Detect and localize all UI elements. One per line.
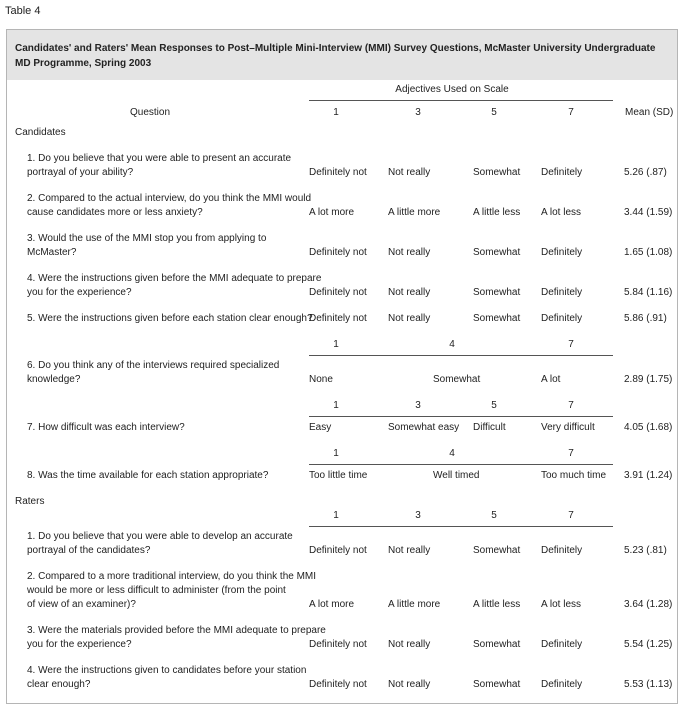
mean-value: 3.44 (1.59) xyxy=(624,207,673,218)
answer-label: Somewhat xyxy=(473,167,521,178)
scale-number: 3 xyxy=(415,510,421,521)
question-text: portrayal of the candidates? xyxy=(27,545,151,556)
mean-value: 5.53 (1.13) xyxy=(624,679,673,690)
question-text: cause candidates more or less anxiety? xyxy=(27,207,203,218)
mean-value: 5.86 (.91) xyxy=(624,313,667,324)
scale-number: 5 xyxy=(491,107,497,118)
question-text: 7. How difficult was each interview? xyxy=(27,422,185,433)
scale-number: 3 xyxy=(415,107,421,118)
answer-label: Definitely not xyxy=(309,545,367,556)
question-text: 1. Do you believe that you were able to present an accurate xyxy=(27,153,292,164)
answer-label: Too much time xyxy=(541,470,607,481)
answer-label: Somewhat easy xyxy=(388,422,460,433)
answer-label: Too little time xyxy=(309,470,368,481)
answer-label: Somewhat xyxy=(473,679,521,690)
answer-label: Definitely not xyxy=(309,287,367,298)
scale-number: 1 xyxy=(333,448,339,459)
question-text: portrayal of your ability? xyxy=(27,167,134,178)
scale-rule xyxy=(309,416,613,417)
question-text: 4. Were the instructions given before the MMI adequate to prepare xyxy=(27,273,322,284)
question-text: 4. Were the instructions given to candidates before your station xyxy=(27,665,307,676)
scale-number: 5 xyxy=(491,510,497,521)
answer-label: Well timed xyxy=(433,470,480,481)
answer-label: A little more xyxy=(388,207,441,218)
answer-label: Not really xyxy=(388,639,431,650)
answer-label: Definitely not xyxy=(309,247,367,258)
answer-label: A lot more xyxy=(309,207,355,218)
mean-value: 5.54 (1.25) xyxy=(624,639,673,650)
answer-label: Definitely xyxy=(541,545,583,556)
answer-label: None xyxy=(309,374,333,385)
answer-label: Easy xyxy=(309,422,332,433)
answer-label: Definitely xyxy=(541,287,583,298)
answer-label: Definitely not xyxy=(309,167,367,178)
answer-label: Not really xyxy=(388,167,431,178)
answer-label: Somewhat xyxy=(433,374,481,385)
scale-number: 1 xyxy=(333,107,339,118)
mean-header: Mean (SD) xyxy=(625,107,674,118)
answer-label: Somewhat xyxy=(473,313,521,324)
answer-label: Definitely not xyxy=(309,313,367,324)
question-text: would be more or less difficult to administer (from the point xyxy=(27,585,286,596)
answer-label: A lot more xyxy=(309,599,355,610)
scale-number: 7 xyxy=(568,510,574,521)
question-text: McMaster? xyxy=(27,247,77,258)
scale-number: 3 xyxy=(415,400,421,411)
question-header: Question xyxy=(129,107,171,118)
question-text: of view of an examiner)? xyxy=(27,599,136,610)
scale-rule xyxy=(309,464,613,465)
table-title: Candidates' and Raters' Mean Responses to Post–Multiple Mini-Interview (MMI) Survey Questions, McMaster University Undergraduate MD Programme, Spring 2003 xyxy=(15,43,656,69)
question-text: 2. Compared to the actual interview, do you think the MMI would xyxy=(27,193,312,204)
answer-label: Somewhat xyxy=(473,639,521,650)
section-candidates: Candidates xyxy=(15,127,66,138)
question-text: 6. Do you think any of the interviews required specialized xyxy=(27,360,280,371)
question-text: knowledge? xyxy=(27,374,81,385)
scale-number: 7 xyxy=(568,107,574,118)
question-text: clear enough? xyxy=(27,679,91,690)
header-rule xyxy=(309,100,613,101)
table-title-band xyxy=(7,30,677,80)
answer-label: Definitely xyxy=(541,313,583,324)
scale-rule xyxy=(309,526,613,527)
answer-label: A little less xyxy=(473,599,521,610)
answer-label: Definitely xyxy=(541,247,583,258)
answer-label: Difficult xyxy=(473,422,506,433)
mean-value: 5.26 (.87) xyxy=(624,167,667,178)
mean-value: 5.84 (1.16) xyxy=(624,287,673,298)
question-text: 2. Compared to a more traditional interview, do you think the MMI xyxy=(27,571,317,582)
answer-label: Not really xyxy=(388,313,431,324)
answer-label: A lot less xyxy=(541,599,582,610)
answer-label: Somewhat xyxy=(473,247,521,258)
answer-label: A little more xyxy=(388,599,441,610)
scale-number: 7 xyxy=(568,448,574,459)
answer-label: Definitely xyxy=(541,639,583,650)
answer-label: Definitely xyxy=(541,679,583,690)
scale-number: 1 xyxy=(333,339,339,350)
answer-label: Not really xyxy=(388,545,431,556)
answer-label: Not really xyxy=(388,287,431,298)
scale-number: 7 xyxy=(568,339,574,350)
scale-number: 4 xyxy=(449,448,455,459)
adjectives-header: Adjectives Used on Scale xyxy=(395,84,509,95)
answer-label: A lot xyxy=(541,374,561,385)
question-text: you for the experience? xyxy=(27,287,132,298)
scale-rule xyxy=(309,355,613,356)
mean-value: 2.89 (1.75) xyxy=(624,374,673,385)
question-text: 3. Would the use of the MMI stop you from applying to xyxy=(27,233,267,244)
scale-number: 4 xyxy=(449,339,455,350)
section-raters: Raters xyxy=(15,496,45,507)
mean-value: 4.05 (1.68) xyxy=(624,422,673,433)
answer-label: Not really xyxy=(388,679,431,690)
answer-label: A lot less xyxy=(541,207,582,218)
table-label: Table 4 xyxy=(5,5,41,17)
mean-value: 5.23 (.81) xyxy=(624,545,667,556)
mean-value: 3.91 (1.24) xyxy=(624,470,673,481)
scale-number: 7 xyxy=(568,400,574,411)
scale-number: 5 xyxy=(491,400,497,411)
question-text: you for the experience? xyxy=(27,639,132,650)
question-text: 8. Was the time available for each station appropriate? xyxy=(27,470,269,481)
answer-label: Somewhat xyxy=(473,287,521,298)
question-text: 1. Do you believe that you were able to develop an accurate xyxy=(27,531,293,542)
answer-label: Definitely xyxy=(541,167,583,178)
answer-label: Very difficult xyxy=(541,422,595,433)
mean-value: 1.65 (1.08) xyxy=(624,247,673,258)
question-text: 5. Were the instructions given before each station clear enough? xyxy=(27,313,313,324)
answer-label: Definitely not xyxy=(309,639,367,650)
scale-number: 1 xyxy=(333,400,339,411)
answer-label: A little less xyxy=(473,207,521,218)
answer-label: Not really xyxy=(388,247,431,258)
scale-number: 1 xyxy=(333,510,339,521)
mean-value: 3.64 (1.28) xyxy=(624,599,673,610)
question-text: 3. Were the materials provided before the MMI adequate to prepare xyxy=(27,625,326,636)
answer-label: Somewhat xyxy=(473,545,521,556)
answer-label: Definitely not xyxy=(309,679,367,690)
